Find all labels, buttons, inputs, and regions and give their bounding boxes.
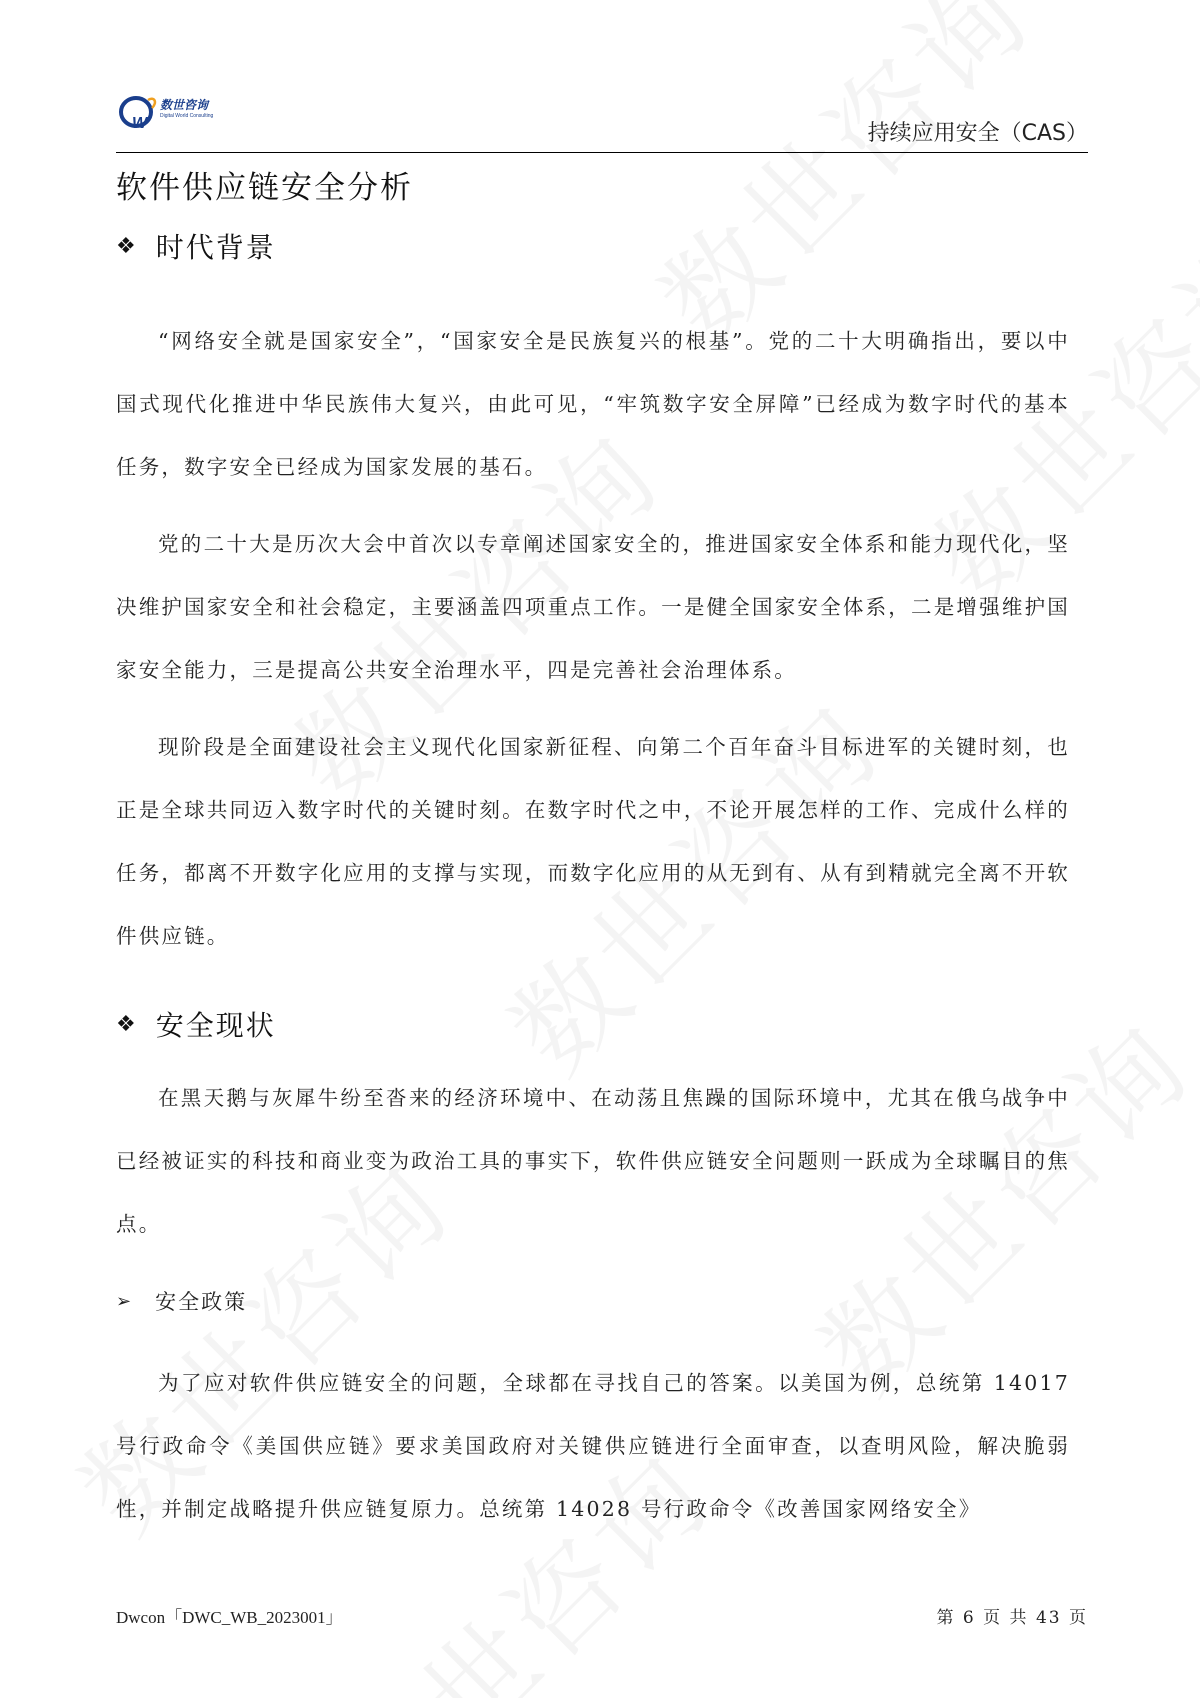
company-logo [118, 92, 213, 132]
paragraph-3: 现阶段是全面建设社会主义现代化国家新征程、向第二个百年奋斗目标进军的关键时刻，也正是全球共同迈入数字时代的关键时刻。在数字时代之中，不论开展怎样的工作、完成什么样的任务，都离不开数字化应用的支撑与实现，而数字化应用的从无到有、从有到精就完全离不开软件供应链。 [116, 735, 1070, 948]
diamond-bullet-icon: ❖ [116, 1011, 138, 1037]
section-heading-status [116, 1004, 276, 1044]
diamond-bullet-icon: ❖ [116, 233, 138, 259]
logo-icon [118, 92, 158, 132]
footer-doc-id: Dwcon「DWC_WB_2023001」 [116, 1608, 343, 1627]
header-divider [116, 152, 1088, 153]
section-heading-background [116, 226, 276, 266]
paragraph-4: 在黑天鹅与灰犀牛纷至沓来的经济环境中、在动荡且焦躁的国际环境中，尤其在俄乌战争中已经被证实的科技和商业变为政治工具的事实下，软件供应链安全问题则一跃成为全球瞩目的焦点。 [116, 1086, 1070, 1236]
paragraph-5: 为了应对软件供应链安全的问题，全球都在寻找自己的答案。以美国为例，总统第 14017 号行政命令《美国供应链》要求美国政府对关键供应链进行全面审查，以查明风险，解决脆弱性，并制定战略提升供应链复原力。总统第 14028 号行政命令《改善国家网络安全》 [116, 1371, 1070, 1521]
page-title: 软件供应链安全分析 [116, 170, 413, 206]
header-title: 持续应用安全（CAS） [867, 121, 1088, 146]
section-heading-text: 安全现状 [155, 1009, 276, 1042]
arrow-bullet-icon: ➢ [116, 1290, 134, 1312]
logo-en-text: Digital World Consulting [160, 112, 214, 119]
svg-text:W: W [132, 115, 148, 132]
logo-cn-text: 数世咨询 [160, 97, 209, 112]
subsection-heading-policy [116, 1286, 247, 1316]
paragraph-2: 党的二十大是历次大会中首次以专章阐述国家安全的，推进国家安全体系和能力现代化，坚决维护国家安全和社会稳定，主要涵盖四项重点工作。一是健全国家安全体系，二是增强维护国家安全能力，三是提高公共安全治理水平，四是完善社会治理体系。 [116, 532, 1070, 682]
paragraph-1: “网络安全就是国家安全”，“国家安全是民族复兴的根基”。党的二十大明确指出，要以中国式现代化推进中华民族伟大复兴，由此可见，“牢筑数字安全屏障”已经成为数字时代的基本任务，数字安全已经成为国家发展的基石。 [116, 329, 1070, 479]
subsection-heading-text: 安全政策 [155, 1290, 248, 1314]
section-heading-text: 时代背景 [155, 231, 276, 264]
footer-page-number: 第 6 页 共 43 页 [936, 1608, 1088, 1628]
